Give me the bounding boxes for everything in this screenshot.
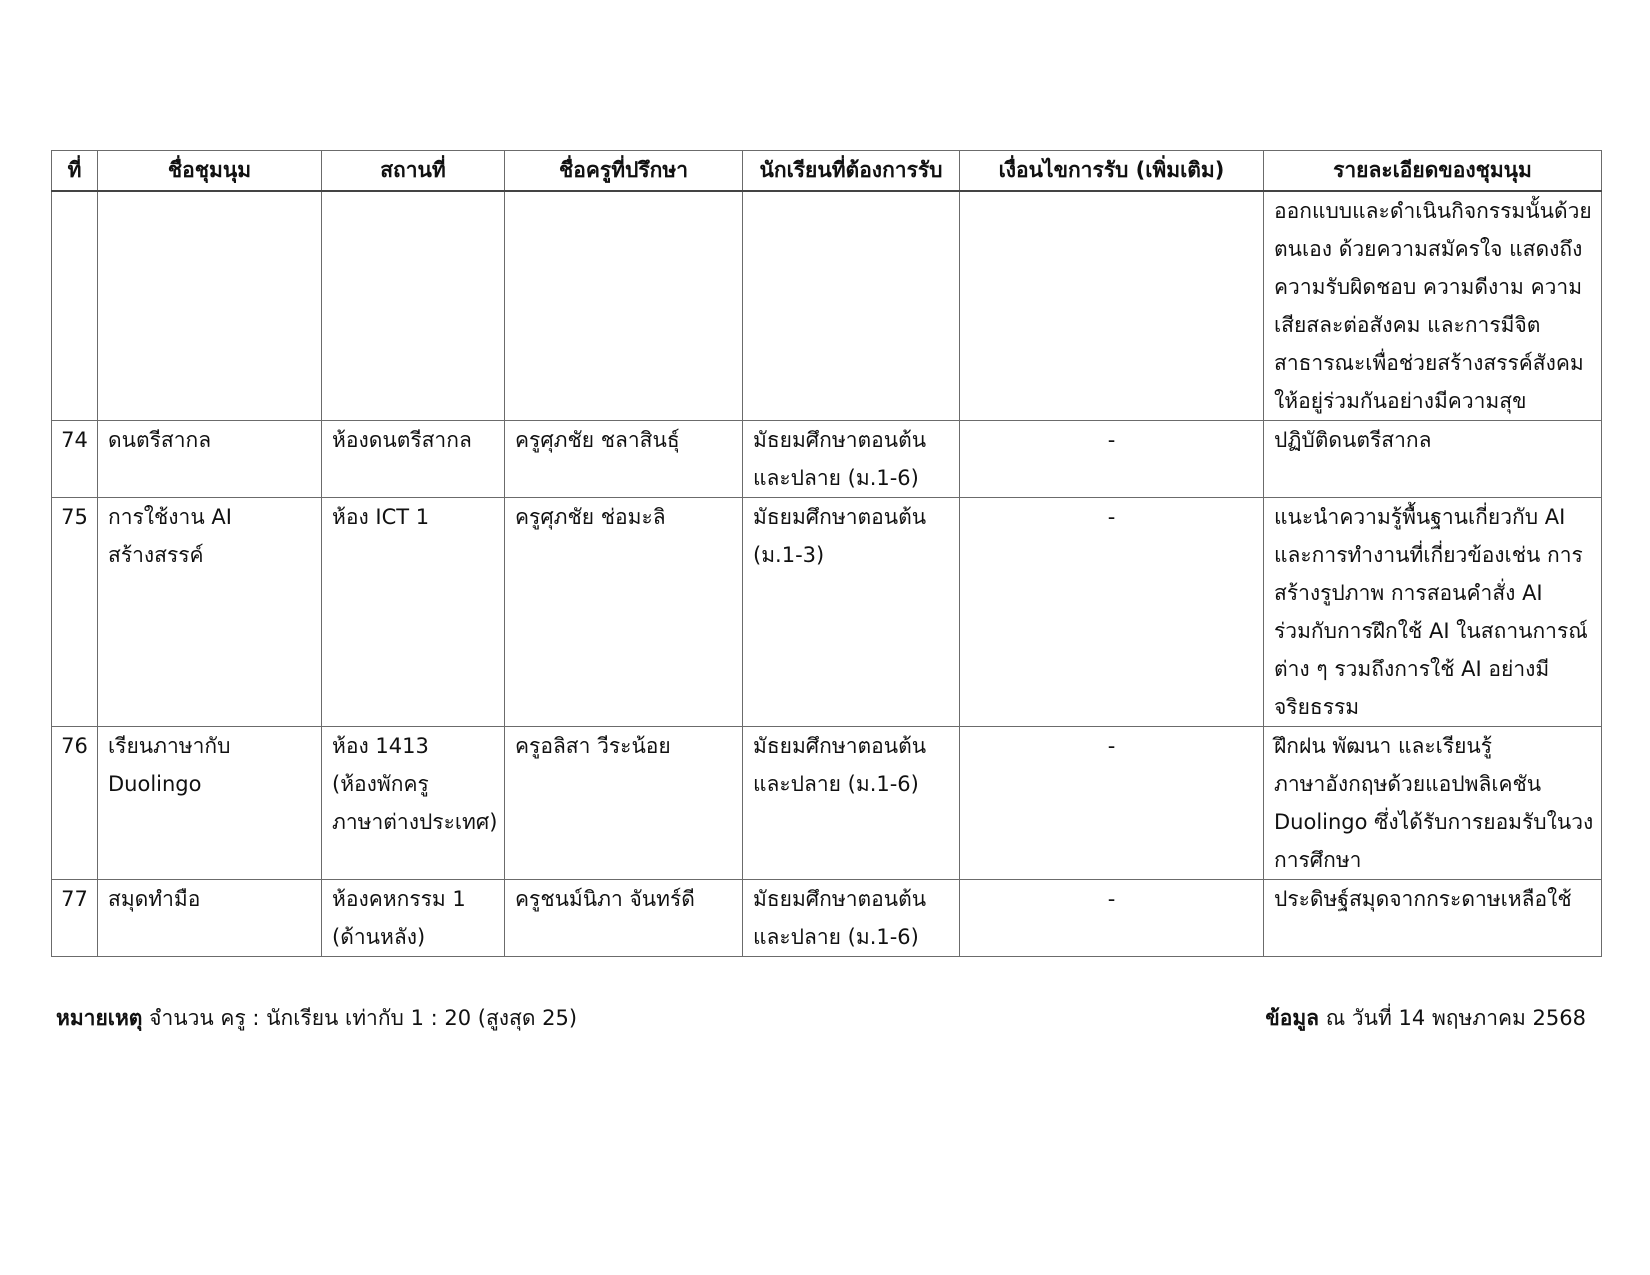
cell-details <box>1264 421 1602 498</box>
cell-club <box>98 421 322 498</box>
place-line: ภาษาต่างประเทศ) <box>332 810 498 834</box>
footer-data-date <box>1265 998 1586 1038</box>
details-line: Duolingo ซึ่งได้รับการยอมรับในวง <box>1274 810 1594 834</box>
students-line: (ม.1-3) <box>753 543 825 567</box>
header-club-name: ชื่อชุมนุม <box>98 151 322 192</box>
cell-details <box>1264 880 1602 957</box>
table-header-row <box>52 151 1602 192</box>
header-conditions: เงื่อนไขการรับ (เพิ่มเติม) <box>960 151 1264 192</box>
cell-students <box>743 421 960 498</box>
footer-note <box>56 998 577 1038</box>
details-line: ตนเอง ด้วยความสมัครใจ แสดงถึง <box>1274 237 1583 261</box>
cell-condition: - <box>960 880 1264 957</box>
cell-teacher <box>505 727 743 880</box>
cell-no: 76 <box>52 727 98 880</box>
cell-condition <box>960 191 1264 421</box>
cell-teacher <box>505 880 743 957</box>
header-place: สถานที่ <box>322 151 505 192</box>
teacher-name: ครูชนม์นิภา จันทร์ดี <box>515 887 695 911</box>
details-line: จริยธรรม <box>1274 695 1360 719</box>
place-line: ห้อง ICT 1 <box>332 505 430 529</box>
details-line: ความรับผิดชอบ ความดีงาม ความ <box>1274 275 1583 299</box>
students-line: มัธยมศึกษาตอนต้น <box>753 428 927 452</box>
cell-teacher <box>505 421 743 498</box>
table-row <box>52 880 1602 957</box>
details-line: ภาษาอังกฤษด้วยแอปพลิเคชัน <box>1274 772 1542 796</box>
header-students: นักเรียนที่ต้องการรับ <box>743 151 960 192</box>
table-row <box>52 727 1602 880</box>
cell-place <box>322 421 505 498</box>
place-line: ห้อง 1413 <box>332 734 429 758</box>
cell-no: 74 <box>52 421 98 498</box>
cell-details <box>1264 727 1602 880</box>
cell-students <box>743 880 960 957</box>
details-line: ร่วมกับการฝึกใช้ AI ในสถานการณ์ <box>1274 619 1588 643</box>
data-label: ข้อมูล <box>1265 1006 1320 1030</box>
club-name: เรียนภาษากับ <box>108 734 231 758</box>
cell-place <box>322 880 505 957</box>
students-line: มัธยมศึกษาตอนต้น <box>753 505 927 529</box>
cell-place <box>322 191 505 421</box>
teacher-name: ครูศุภชัย ชลาสินธุ์ <box>515 428 680 452</box>
cell-condition: - <box>960 498 1264 727</box>
club-name: ดนตรีสากล <box>108 428 212 452</box>
table-row <box>52 498 1602 727</box>
details-line: เสียสละต่อสังคม และการมีจิต <box>1274 313 1541 337</box>
students-line: มัธยมศึกษาตอนต้น <box>753 734 927 758</box>
cell-no <box>52 191 98 421</box>
details-line: ต่าง ๆ รวมถึงการใช้ AI อย่างมี <box>1274 657 1550 681</box>
place-line: ห้องคหกรรม 1 <box>332 887 466 911</box>
table-row-continuation <box>52 191 1602 421</box>
students-line: มัธยมศึกษาตอนต้น <box>753 887 927 911</box>
cell-students <box>743 191 960 421</box>
cell-club <box>98 191 322 421</box>
details-line: การศึกษา <box>1274 848 1362 872</box>
details-line: แนะนำความรู้พื้นฐานเกี่ยวกับ AI <box>1274 505 1566 529</box>
details-line: ฝึกฝน พัฒนา และเรียนรู้ <box>1274 734 1493 758</box>
cell-no: 77 <box>52 880 98 957</box>
place-line: (ห้องพักครู <box>332 772 429 796</box>
header-no: ที่ <box>52 151 98 192</box>
club-name: สมุดทำมือ <box>108 887 201 911</box>
teacher-name: ครูอลิสา วีระน้อย <box>515 734 671 758</box>
cell-teacher <box>505 191 743 421</box>
students-line: และปลาย (ม.1-6) <box>753 925 919 949</box>
data-date-text: ณ วันที่ 14 พฤษภาคม 2568 <box>1325 1006 1586 1030</box>
students-line: และปลาย (ม.1-6) <box>753 466 919 490</box>
club-name: การใช้งาน AI <box>108 505 232 529</box>
details-line: ให้อยู่ร่วมกันอย่างมีความสุข <box>1274 389 1527 413</box>
details-line: ปฏิบัติดนตรีสากล <box>1274 428 1432 452</box>
clubs-table <box>51 150 1602 957</box>
details-line: และการทำงานที่เกี่ยวข้องเช่น การ <box>1274 543 1583 567</box>
header-teacher: ชื่อครูที่ปรึกษา <box>505 151 743 192</box>
note-label: หมายเหตุ <box>56 1006 143 1030</box>
cell-club <box>98 727 322 880</box>
teacher-name: ครูศุภชัย ช่อมะลิ <box>515 505 666 529</box>
cell-students <box>743 727 960 880</box>
details-line: ออกแบบและดำเนินกิจกรรมนั้นด้วย <box>1274 199 1592 223</box>
cell-club <box>98 498 322 727</box>
cell-place <box>322 498 505 727</box>
students-line: และปลาย (ม.1-6) <box>753 772 919 796</box>
place-line: (ด้านหลัง) <box>332 925 426 949</box>
note-text: จำนวน ครู : นักเรียน เท่ากับ 1 : 20 (สูงสุด 25) <box>149 1006 578 1030</box>
details-line: ประดิษฐ์สมุดจากกระดาษเหลือใช้ <box>1274 887 1572 911</box>
club-name: สร้างสรรค์ <box>108 543 204 567</box>
details-line: สาธารณะเพื่อช่วยสร้างสรรค์สังคม <box>1274 351 1584 375</box>
cell-teacher <box>505 498 743 727</box>
cell-details <box>1264 498 1602 727</box>
cell-place <box>322 727 505 880</box>
table-row <box>52 421 1602 498</box>
header-details: รายละเอียดของชุมนุม <box>1264 151 1602 192</box>
cell-no: 75 <box>52 498 98 727</box>
cell-details <box>1264 191 1602 421</box>
cell-condition: - <box>960 421 1264 498</box>
cell-students <box>743 498 960 727</box>
cell-club <box>98 880 322 957</box>
place-line: ห้องดนตรีสากล <box>332 428 472 452</box>
club-name: Duolingo <box>108 772 202 796</box>
details-line: สร้างรูปภาพ การสอนคำสั่ง AI <box>1274 581 1543 605</box>
cell-condition: - <box>960 727 1264 880</box>
